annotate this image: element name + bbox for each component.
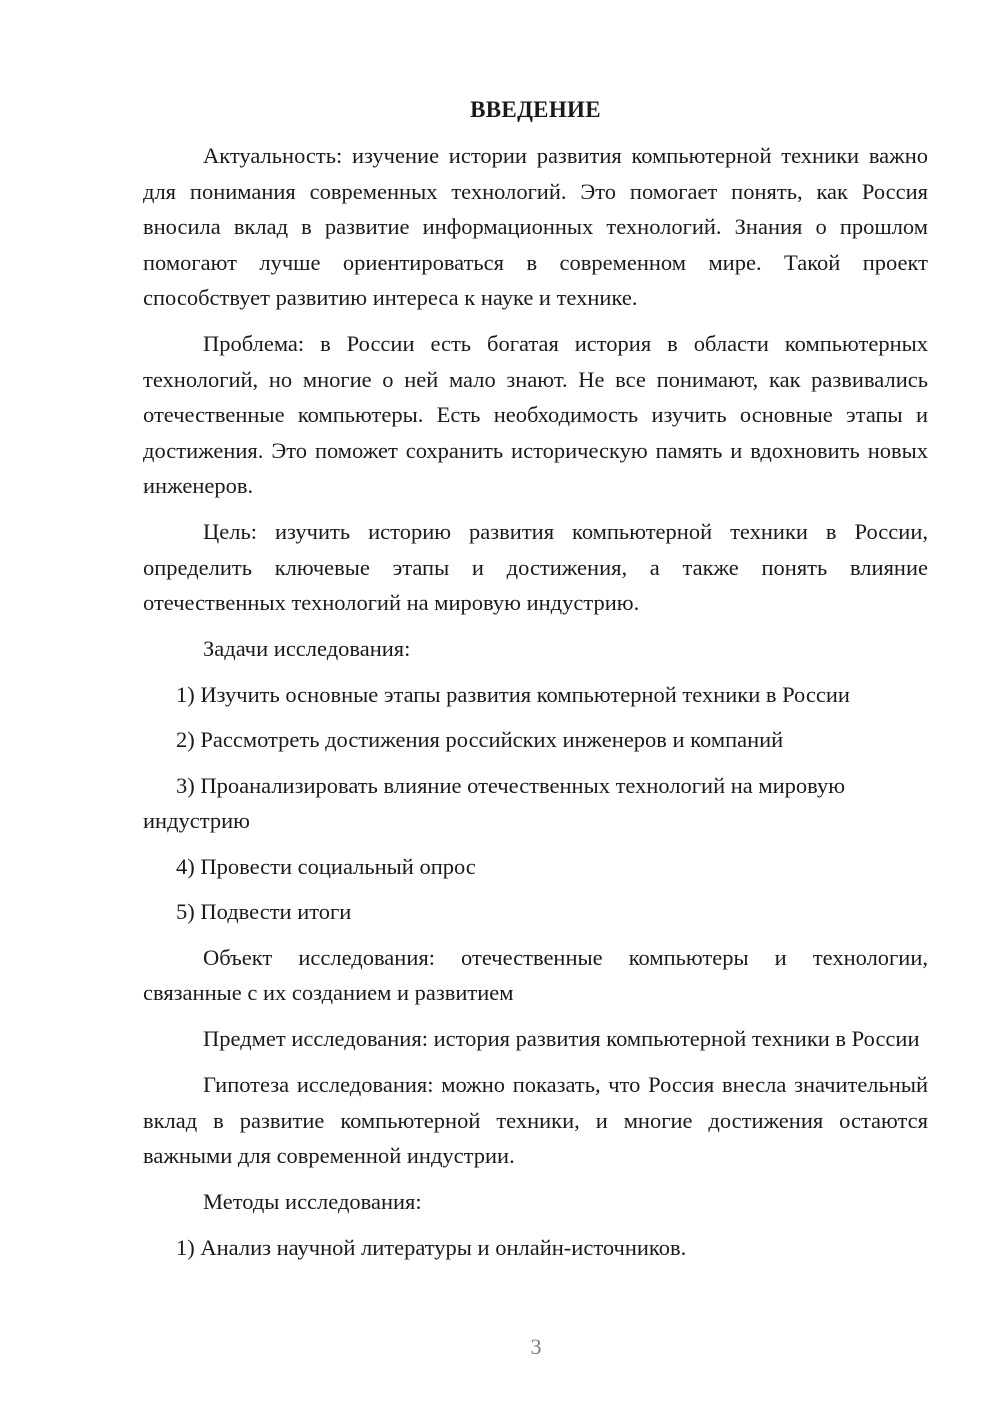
tasks-heading: Задачи исследования:	[203, 636, 411, 661]
subject-paragraph: Предмет исследования: история развития компьютерной техники в России	[203, 1026, 920, 1051]
hypothesis-paragraph: Гипотеза исследования: можно показать, что Россия внесла значительный вклад в развитие компьютерной техники, и многие достижения остаются важными для современной индустрии.	[143, 1072, 928, 1168]
object-paragraph: Объект исследования: отечественные компьютеры и технологии, связанные с их созданием и развитием	[143, 944, 928, 1005]
task-item-1: 1) Изучить основные этапы развития компьютерной техники в России	[176, 681, 850, 707]
methods-heading: Методы исследования:	[203, 1189, 422, 1214]
tasks-list	[143, 677, 928, 930]
task-item-5: 5) Подвести итоги	[176, 899, 352, 924]
task-item-4: 4) Провести социальный опрос	[176, 853, 476, 879]
problem-paragraph: Проблема: в России есть богатая история в области компьютерных технологий, но многие о ней мало знают. Не все понимают, как развивались отечественные компьютеры. Есть необходимость изучить основные этапы и достижения. Это поможет сохранить историческую память и вдохновить новых инженеров.	[143, 331, 928, 498]
page-number: 3	[530, 1334, 542, 1359]
method-item-1: 1) Анализ научной литературы и онлайн-источников.	[176, 1234, 687, 1260]
goal-paragraph: Цель: изучить историю развития компьютерной техники в России, определить ключевые этапы и достижения, а также понять влияние отечественных технологий на мировую индустрию.	[143, 519, 928, 615]
relevance-paragraph: Актуальность: изучение истории развития компьютерной техники важно для понимания современных технологий. Это помогает понять, как Россия вносила вклад в развитие информационных технологий. Знания о прошлом помогают лучше ориентироваться в современном мире. Такой проект способствует развитию интереса к науке и технике.	[143, 143, 928, 310]
task-item-3: 3) Проанализировать влияние отечественных технологий на мировую индустрию	[143, 772, 846, 833]
methods-list	[143, 1230, 928, 1266]
document-page	[143, 95, 928, 1275]
page-title: ВВЕДЕНИЕ	[470, 97, 601, 122]
task-item-2: 2) Рассмотреть достижения российских инженеров и компаний	[176, 727, 784, 752]
